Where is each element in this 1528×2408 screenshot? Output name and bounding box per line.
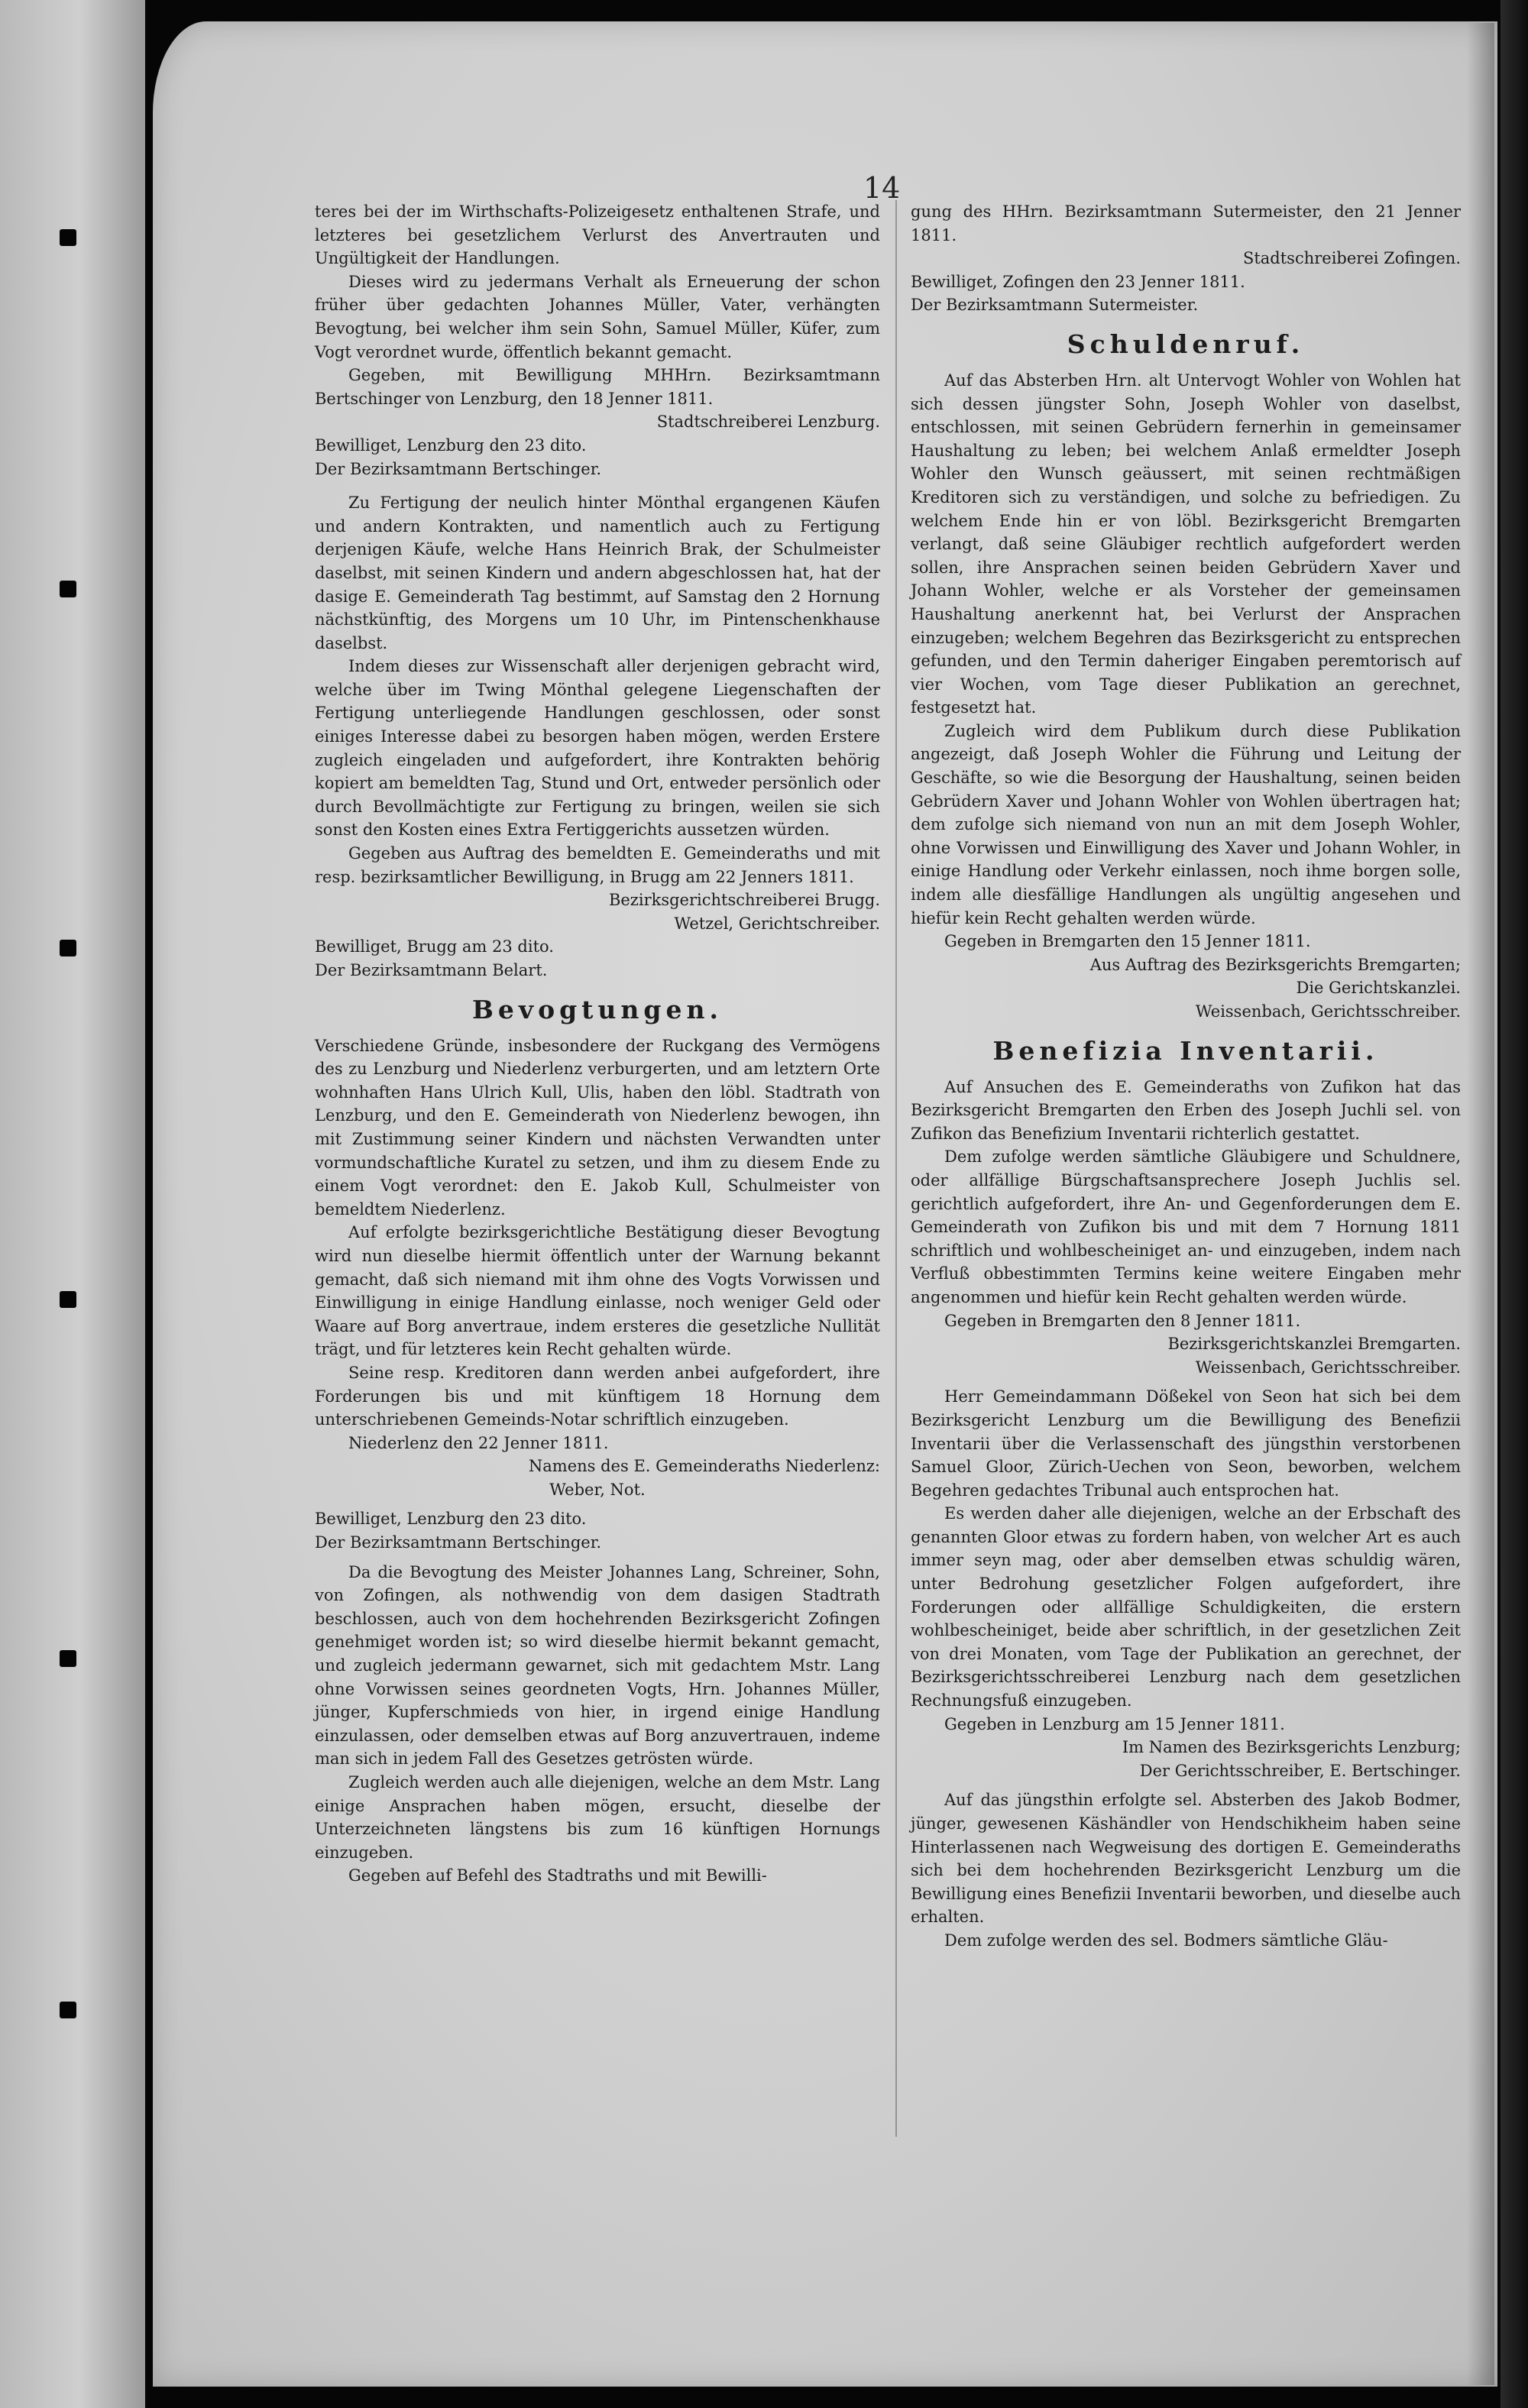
paragraph: Dem zufolge werden des sel. Bodmers sämtliche Gläu- bbox=[944, 1931, 1388, 1950]
column-rule bbox=[895, 200, 897, 2137]
paragraph: Seine resp. Kreditoren dann werden anbei aufgefordert, ihre Forderungen bis und mit künftigem 18 Hornung dem unterschriebenen Gemeinds-Notar schriftlich einzugeben. bbox=[315, 1363, 880, 1429]
section-heading: Bevogtungen. bbox=[472, 994, 723, 1024]
signature-line: Weissenbach, Gerichtsschreiber. bbox=[1195, 1002, 1461, 1021]
page-edge-strip bbox=[0, 0, 145, 2408]
paragraph: Es werden daher alle diejenigen, welche an der Erbschaft des genannten Gloor etwas zu fordern haben, von welcher Art es auch immer seyn mag, oder aber demselben etwas schuldig wären, unter Bedrohung gesetzlicher Folgen aufgefordert, ihre Forderungen oder allfällige Schuldigkeiten, die erstern wohlbescheiniget, beide aber schriftlich, in der gesetzlichen Zeit von drei Monaten, vom Tage der Publikation an gerechnet, der Bezirksgerichtsschreiberei Lenzburg nach dem gesetzlichen Rechnungsfuß einzugeben. bbox=[911, 1504, 1461, 1711]
paragraph: Bewilliget, Zofingen den 23 Jenner 1811. bbox=[911, 272, 1245, 291]
paragraph: Herr Gemeindammann Dößekel von Seon hat sich bei dem Bezirksgericht Lenzburg um die Bewilligung des Benefizii Inventarii über die Verlassenschaft des jüngsthin verstorbenen Samuel Gloor, Zürich-Uechen von Seon, beworben, welchem Begehren gedachtes Tribunal auch entsprochen hat. bbox=[911, 1387, 1461, 1500]
paragraph: Indem dieses zur Wissenschaft aller derjenigen gebracht wird, welche über im Twing Mönthal gelegene Liegenschaften der Fertigung unterliegende Handlungen geschlossen, oder sonst einiges Interesse dabei zu besorgen haben mögen, werden Erstere zugleich eingeladen und aufgefordert, ihre Kontrakten behörig kopiert am bemeldten Tag, Stund und Ort, entweder persönlich oder durch Bevollmächtigte zur Fertigung zu bringen, weilen sie sich sonst den Kosten eines Extra Fertiggerichts aussetzen würden. bbox=[315, 657, 880, 840]
paragraph: Verschiedene Gründe, insbesondere der Ruckgang des Vermögens des zu Lenzburg und Niederlenz verburgerten, und am letztern Orte wohnhaften Hans Ulrich Kull, Ulis, haben den löbl. Stadtrath von Lenzburg, und den E. Gemeinderath von Niederlenz bewogen, ihn mit Zustimmung seiner Kindern und nächsten Verwandten unter vormundschaftliche Kuratel zu setzen, und ihm zu diesem Ende zu einem Vogt verordnet: den E. Jakob Kull, Schulmeister von bemeldtem Niederlenz. bbox=[315, 1036, 880, 1219]
signature-line: Namens des E. Gemeinderaths Niederlenz: bbox=[528, 1457, 880, 1476]
page-number: 14 bbox=[863, 171, 901, 205]
paragraph: Gegeben, mit Bewilligung MHHrn. Bezirksamtmann Bertschinger von Lenzburg, den 18 Jenner 1811. bbox=[315, 366, 880, 408]
paragraph: Gegeben aus Auftrag des bemeldten E. Gemeinderaths und mit resp. bezirksamtlicher Bewilligung, in Brugg am 22 Jenners 1811. bbox=[315, 844, 880, 886]
paragraph: Bewilliget, Lenzburg den 23 dito. bbox=[315, 1510, 587, 1529]
paragraph: Zugleich werden auch alle diejenigen, welche an dem Mstr. Lang einige Ansprachen haben mögen, ersucht, dieselbe der Unterzeichneten längstens bis zum 16 künftigen Hornungs einzugeben. bbox=[315, 1773, 880, 1862]
spacer bbox=[315, 481, 880, 491]
perforation-hole bbox=[60, 940, 76, 956]
paragraph: Zugleich wird dem Publikum durch diese Publikation angezeigt, daß Joseph Wohler die Führung und Leitung der Geschäfte, so wie die Besorgung der Haushaltung, seinen beiden Gebrüdern Xaver und Johann Wohler von Wohlen übertragen hat; dem zufolge sich niemand von nun an mit dem Joseph Wohler, ohne Vorwissen und Einwilligung des Xaver und Johann Wohler, in einige Handlung oder Verkehr einlassen, noch ihme borgen solle, indem alle diesfällige Handlungen als ungültig angesehen und hiefür kein Recht gehalten werden würde. bbox=[911, 721, 1461, 927]
perforation-hole bbox=[60, 581, 76, 597]
paragraph: Auf das Absterben Hrn. alt Untervogt Wohler von Wohlen hat sich dessen jüngster Sohn, Joseph Wohler von daselbst, entschlossen, mit seinen Gebrüdern fernerhin in gemeinsamer Haushaltung zu leben; bei welchem Anlaß ermeldter Joseph Wohler den Wunsch geäussert, mit seinen rechtmäßigen Kreditoren sich zu verständigen, und solche zu befriedigen. Zu welchem Ende hin er von löbl. Bezirksgericht Bremgarten verlangt, daß seine Gläubiger rechtlich aufgefordert werden sollen, ihre Ansprachen seinen beiden Gebrüdern Xaver und Johann Wohler, welche er als Vorsteher der gemeinsamen Haushaltung anerkennt hat, bei Verlurst der Ansprachen einzugeben; welchem Begehren das Bezirksgericht zu entsprechen gefunden, und den Termin daheriger Eingaben peremtorisch auf vier Wochen, vom Tage dieser Publikation an gerechnet, festgesetzt hat. bbox=[911, 371, 1461, 717]
signature-line: Im Namen des Bezirksgerichts Lenzburg; bbox=[1122, 1738, 1461, 1757]
signature-line: Der Gerichtsschreiber, E. Bertschinger. bbox=[1139, 1761, 1461, 1780]
paragraph: Bewilliget, Lenzburg den 23 dito. bbox=[315, 435, 587, 455]
paragraph: Bewilliget, Brugg am 23 dito. bbox=[315, 937, 554, 956]
signature-line: Aus Auftrag des Bezirksgerichts Bremgarten; bbox=[1089, 955, 1461, 974]
paragraph: gung des HHrn. Bezirksamtmann Sutermeister, den 21 Jenner 1811. bbox=[911, 202, 1461, 244]
paragraph: Gegeben in Bremgarten den 15 Jenner 1811. bbox=[944, 932, 1311, 951]
left-column bbox=[315, 200, 880, 1888]
paragraph: Dieses wird zu jedermans Verhalt als Erneuerung der schon früher über gedachten Johannes Müller, Vater, verhängten Bevogtung, bei welcher ihm sein Sohn, Samuel Müller, Küfer, zum Vogt verordnet wurde, öffentlich bekannt gemacht. bbox=[315, 272, 880, 361]
spacer bbox=[315, 1555, 880, 1561]
signature-line: Weber, Not. bbox=[549, 1480, 646, 1499]
perforation-hole bbox=[60, 2002, 76, 2018]
perforation-hole bbox=[60, 229, 76, 246]
signature-line: Stadtschreiberei Zofingen. bbox=[1242, 249, 1461, 268]
spacer bbox=[911, 1782, 1461, 1788]
paragraph: teres bei der im Wirthschafts-Polizeigesetz enthaltenen Strafe, und letzteres bei gesetzlichem Verlurst des Anvertrauten und Ungültigkeit der Handlungen. bbox=[315, 202, 880, 268]
paragraph: Zu Fertigung der neulich hinter Mönthal ergangenen Käufen und andern Kontrakten, und namentlich auch zu Fertigung derjenigen Käufe, welche Hans Heinrich Brak, der Schulmeister daselbst, mit seinen Kindern und andern abgeschlossen hat, hat der dasige E. Gemeinderath Tag bestimmt, auf Samstag den 2 Hornung nächstkünftig, des Morgens um 10 Uhr, im Pintenschenkhause daselbst. bbox=[315, 494, 880, 652]
right-column bbox=[911, 200, 1461, 1953]
signature-line: Bezirksgerichtskanzlei Bremgarten. bbox=[1167, 1335, 1461, 1354]
signature-line: Wetzel, Gerichtschreiber. bbox=[674, 914, 880, 933]
signature-line: Bezirksgerichtschreiberei Brugg. bbox=[608, 891, 880, 910]
section-heading: Benefizia Inventarii. bbox=[992, 1035, 1379, 1066]
paragraph: Da die Bevogtung des Meister Johannes Lang, Schreiner, Sohn, von Zofingen, als nothwendig von dem dasigen Stadtrath beschlossen, auch von dem hochehrenden Bezirksgericht Zofingen genehmiget worden ist; so wird dieselbe hiermit bekannt gemacht, und zugleich jedermann gewarnet, sich mit gedachtem Mstr. Lang ohne Vorwissen seines geordneten Vogts, Hrn. Johannes Müller, jünger, Kupferschmieds von hier, in irgend einige Handlung einzulassen, oder demselben etwas auf Borg anzuvertrauen, indeme man sich in jedem Fall des Gesetzes getrösten würde. bbox=[315, 1562, 880, 1769]
perforation-hole bbox=[60, 1650, 76, 1667]
section-heading: Schuldenruf. bbox=[1067, 329, 1305, 359]
perforation-hole bbox=[60, 1291, 76, 1308]
signature-line: Die Gerichtskanzlei. bbox=[1296, 979, 1461, 998]
paragraph: Der Bezirksamtmann Bertschinger. bbox=[315, 459, 602, 478]
paragraph: Gegeben auf Befehl des Stadtraths und mit Bewilli- bbox=[348, 1866, 767, 1885]
paragraph: Der Bezirksamtmann Belart. bbox=[315, 961, 548, 979]
paragraph: Auf Ansuchen des E. Gemeinderaths von Zufikon hat das Bezirksgericht Bremgarten den Erben des Joseph Juchli sel. von Zufikon das Benefizium Inventarii richterlich gestattet. bbox=[911, 1077, 1461, 1143]
paragraph: Niederlenz den 22 Jenner 1811. bbox=[348, 1433, 609, 1452]
paragraph: Der Bezirksamtmann Bertschinger. bbox=[315, 1533, 602, 1552]
paragraph: Der Bezirksamtmann Sutermeister. bbox=[911, 296, 1199, 315]
paragraph: Dem zufolge werden sämtliche Gläubigere und Schuldnere, oder allfällige Bürgschaftsansprechere Joseph Juchlis sel. gerichtlich aufgefordert, ihre An- und Gegenforderungen dem E. Gemeinderath von Zufikon bis und mit dem 7 Hornung 1811 schriftlich und wohlbescheiniget an- und einzugeben, indem nach Verfluß obbestimmten Termins keine weitere Eingaben mehr angenommen und hiefür kein Recht gehalten werden würde. bbox=[911, 1147, 1461, 1306]
spacer bbox=[911, 1379, 1461, 1385]
paragraph: Auf erfolgte bezirksgerichtliche Bestätigung dieser Bevogtung wird nun dieselbe hiermit öffentlich unter der Warnung bekannt gemacht, daß sich niemand mit ihm ohne des Vogts Vorwissen und Einwilligung in einige Handlung einlasse, noch weniger Geld oder Waare auf Borg anvertraue, indem ersteres die gesetzliche Nullität trägt, und für letzteres kein Recht gehalten würde. bbox=[315, 1223, 880, 1359]
paragraph: Gegeben in Lenzburg am 15 Jenner 1811. bbox=[944, 1714, 1285, 1733]
signature-line: Weissenbach, Gerichtsschreiber. bbox=[1195, 1358, 1461, 1377]
right-edge bbox=[1500, 0, 1528, 2408]
paragraph: Auf das jüngsthin erfolgte sel. Absterben des Jakob Bodmer, jünger, gewesenen Käshändler von Hendschikheim haben seine Hinterlassenen nach Wegweisung des dortigen E. Gemeinderaths sich bei dem hochehrenden Bezirksgericht Lenzburg um die Bewilligung eines Benefizii Inventarii beworben, und dieselbe auch erhalten. bbox=[911, 1791, 1461, 1927]
signature-line: Stadtschreiberei Lenzburg. bbox=[656, 413, 880, 432]
spacer bbox=[315, 1501, 880, 1507]
page-fold-shadow bbox=[1467, 23, 1494, 2385]
paragraph: Gegeben in Bremgarten den 8 Jenner 1811. bbox=[944, 1311, 1301, 1330]
